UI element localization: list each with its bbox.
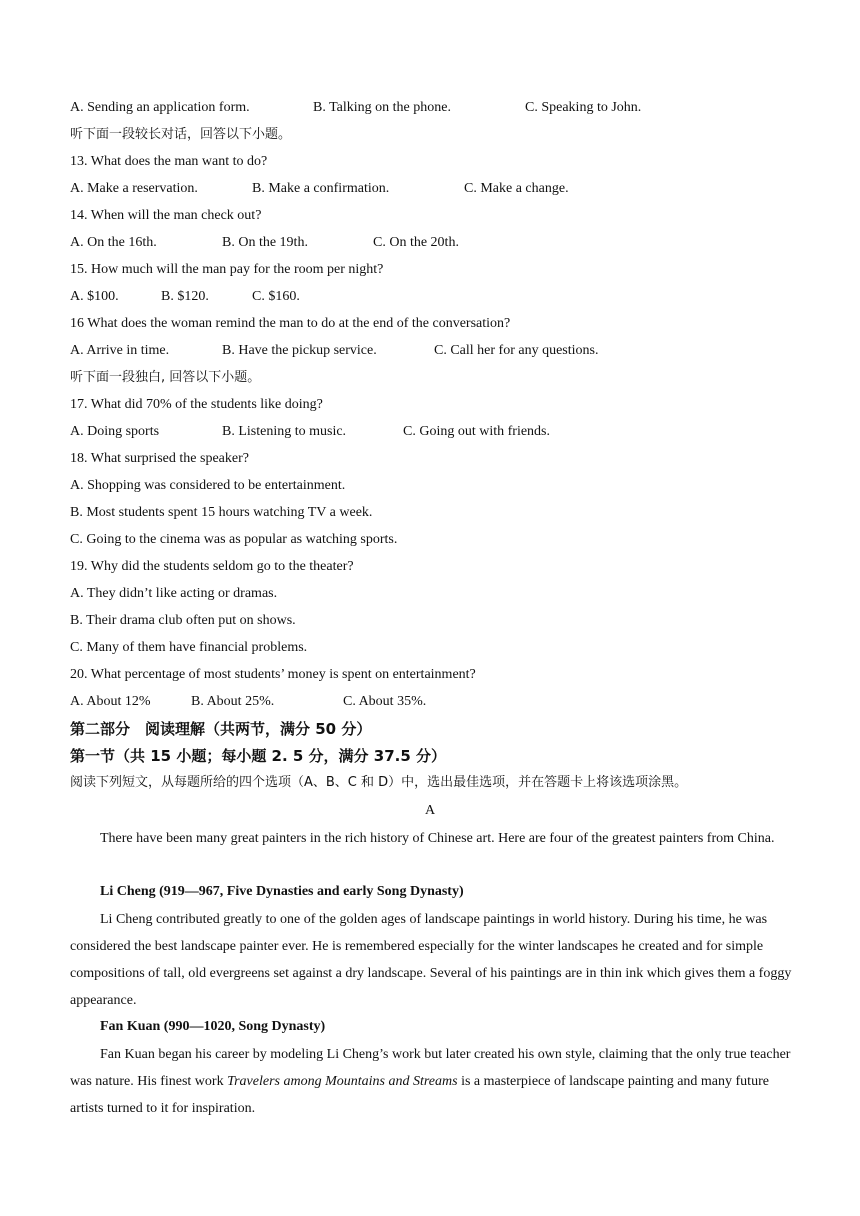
q14-options	[70, 233, 800, 253]
q18-question: 18. What surprised the speaker?	[70, 451, 249, 466]
reading-instruction: 阅读下列短文，从每题所给的四个选项（A、B、C 和 D）中，选出最佳选项，并在答题卡上将该选项涂黑。	[70, 775, 688, 790]
q20-option-c: C. About 35%.	[343, 694, 427, 709]
q18-option-c: C. Going to the cinema was as popular as watching sports.	[70, 532, 398, 547]
part2-title: 第二部分 阅读理解（共两节，满分 50 分）	[70, 720, 372, 738]
q13-option-c: C. Make a change.	[464, 181, 569, 196]
q14-option-a: A. On the 16th.	[70, 235, 157, 250]
q13-question: 13. What does the man want to do?	[70, 154, 268, 169]
q12-options	[70, 98, 800, 118]
li-cheng-heading: Li Cheng (919—967, Five Dynasties and early Song Dynasty)	[100, 884, 464, 899]
q17-option-c: C. Going out with friends.	[403, 424, 550, 439]
q17-options	[70, 422, 800, 442]
monologue-instruction: 听下面一段独白, 回答以下小题。	[70, 370, 261, 385]
q18-option-b: B. Most students spent 15 hours watching TV a week.	[70, 505, 373, 520]
q20-options	[70, 692, 800, 712]
q17-option-a: A. Doing sports	[70, 424, 160, 439]
q12-option-b: B. Talking on the phone.	[313, 100, 451, 115]
li-cheng-body: Li Cheng contributed greatly to one of the golden ages of landscape paintings in world history. During his time, he was considered the best landscape painter ever. He is remembered especially for the winter landscapes he created and for simple compositions of tall, old evergreens set against a dry landscape. Several of his paintings are in thin ink which gives them a foggy appearance.	[70, 912, 792, 1008]
q17-question: 17. What did 70% of the students like doing?	[70, 397, 323, 412]
q18-option-a: A. Shopping was considered to be entertainment.	[70, 478, 346, 493]
q19-option-b: B. Their drama club often put on shows.	[70, 613, 296, 628]
q19-option-a: A. They didn’t like acting or dramas.	[70, 586, 278, 601]
q15-question: 15. How much will the man pay for the room per night?	[70, 262, 384, 277]
q12-option-c: C. Speaking to John.	[525, 100, 642, 115]
fan-kuan-body	[70, 1041, 800, 1122]
passage-intro: There have been many great painters in the rich history of Chinese art. Here are four of the greatest painters from China.	[100, 831, 775, 846]
q13-option-b: B. Make a confirmation.	[252, 181, 390, 196]
fan-kuan-body-part-2: is a masterpiece of landscape painting and many future artists turned to it for inspiration.	[70, 1074, 769, 1116]
q20-question: 20. What percentage of most students’ money is spent on entertainment?	[70, 667, 476, 682]
q13-option-a: A. Make a reservation.	[70, 181, 198, 196]
q12-option-a: A. Sending an application form.	[70, 100, 250, 115]
fan-kuan-heading: Fan Kuan (990—1020, Song Dynasty)	[100, 1019, 326, 1034]
q14-option-b: B. On the 19th.	[222, 235, 308, 250]
q13-options	[70, 179, 800, 199]
q15-options	[70, 287, 800, 307]
q16-option-c: C. Call her for any questions.	[434, 343, 599, 358]
passage-label: A	[424, 803, 436, 818]
fan-kuan-work-title: Travelers among Mountains and Streams	[227, 1074, 458, 1089]
q14-option-c: C. On the 20th.	[373, 235, 459, 250]
q16-question: 16 What does the woman remind the man to do at the end of the conversation?	[70, 316, 511, 331]
q15-option-a: A. $100.	[70, 289, 119, 304]
dialog-instruction: 听下面一段较长对话，回答以下小题。	[70, 127, 292, 142]
q16-options	[70, 341, 800, 361]
q20-option-b: B. About 25%.	[191, 694, 275, 709]
q20-option-a: A. About 12%	[70, 694, 151, 709]
fan-kuan-body-part-1: Fan Kuan began his career by modeling Li Cheng’s work but later created his own style, claiming that the only true teacher was nature. His finest work	[70, 1047, 791, 1089]
q19-question: 19. Why did the students seldom go to the theater?	[70, 559, 354, 574]
q15-option-c: C. $160.	[252, 289, 300, 304]
section1-title: 第一节（共 15 小题；每小题 2. 5 分，满分 37.5 分）	[70, 747, 447, 765]
q17-option-b: B. Listening to music.	[222, 424, 347, 439]
q16-option-b: B. Have the pickup service.	[222, 343, 377, 358]
q14-question: 14. When will the man check out?	[70, 208, 262, 223]
q19-option-c: C. Many of them have financial problems.	[70, 640, 308, 655]
q15-option-b: B. $120.	[161, 289, 209, 304]
q16-option-a: A. Arrive in time.	[70, 343, 170, 358]
